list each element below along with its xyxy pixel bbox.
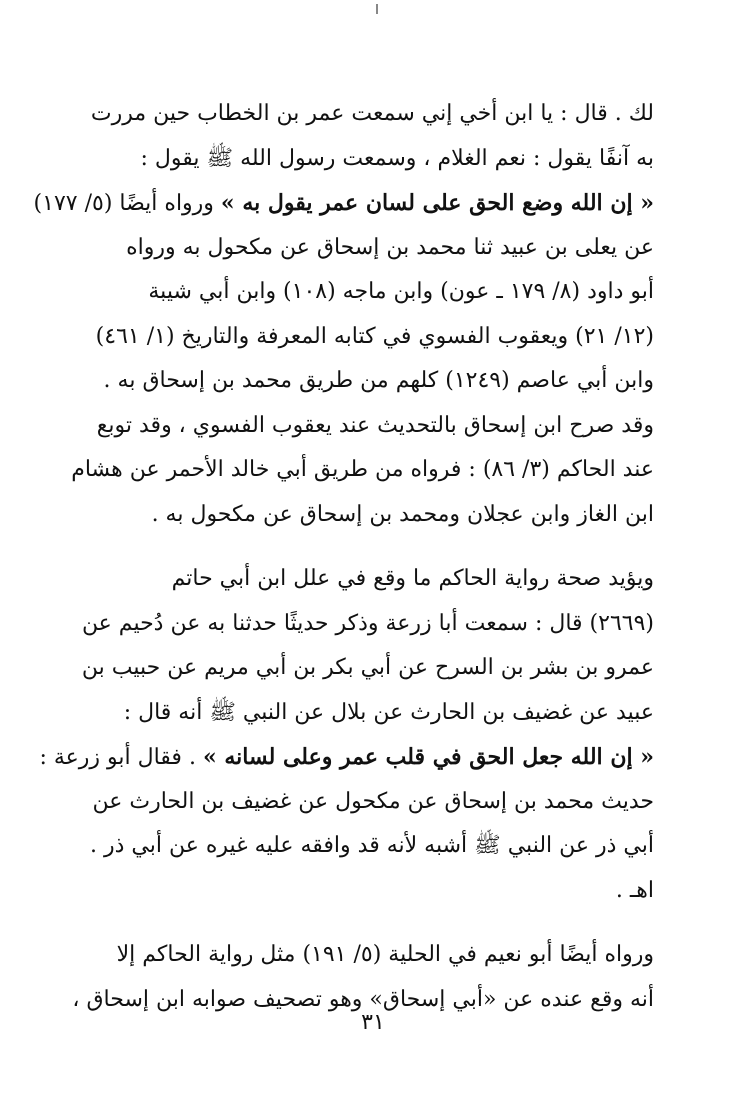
- text-line: وابن أبي عاصم (١٢٤٩) كلهم من طريق محمد بن إسحاق به .: [103, 368, 654, 393]
- text-line: اهـ .: [615, 877, 654, 903]
- top-margin-mark: [376, 4, 378, 14]
- text-line: حديث محمد بن إسحاق عن مكحول عن غضيف بن الحارث عن: [92, 788, 654, 814]
- text-line: [39, 735, 654, 780]
- text-line: عند الحاكم (٣/ ٨٦) : فرواه من طريق أبي خالد الأحمر عن هشام: [71, 457, 654, 482]
- text-line: لك . قال : يا ابن أخي إني سمعت عمر بن الخطاب حين مررت: [90, 101, 654, 126]
- text-line: ابن الغاز وابن عجلان ومحمد بن إسحاق عن مكحول به .: [151, 501, 654, 527]
- text-line: (٢٦٦٩) قال : سمعت أبا زرعة وذكر حديثًا حدثنا به عن دُحيم عن: [81, 610, 654, 636]
- text-line: أبي ذر عن النبي ﷺ أشبه لأنه قد وافقه عليه غيره عن أبي ذر .: [90, 833, 654, 858]
- paragraph-gap: [72, 913, 654, 933]
- text-line: عمرو بن بشر بن السرح عن أبي بكر بن أبي مريم عن حبيب بن: [81, 655, 654, 680]
- text-line: ورواه أيضًا أبو نعيم في الحلية (٥/ ١٩١) مثل رواية الحاكم إلا: [116, 942, 654, 967]
- text-line: أبو داود (٨/ ١٧٩ ـ عون) وابن ماجه (١٠٨) وابن أبي شيبة: [148, 279, 654, 304]
- text-line: أنه وقع عنده عن «أبي إسحاق» وهو تصحيف صوابه ابن إسحاق ،: [72, 986, 654, 1012]
- hadith-quote: « إن الله وضع الحق على لسان عمر يقول به »: [220, 190, 654, 216]
- paragraph: [72, 933, 654, 1022]
- line-continuation: . فقال أبو زرعة :: [39, 745, 203, 770]
- line-continuation: ورواه أيضًا (٥/ ١٧٧): [33, 191, 221, 216]
- paragraph: [39, 557, 654, 913]
- page-body: [33, 92, 654, 1022]
- text-line: (١٢/ ٢١) ويعقوب الفسوي في كتابه المعرفة والتاريخ (١/ ٤٦١): [95, 323, 654, 349]
- text-line: وقد صرح ابن إسحاق بالتحديث عند يعقوب الفسوي ، وقد توبع: [96, 412, 654, 438]
- text-line: عن يعلى بن عبيد ثنا محمد بن إسحاق عن مكحول به ورواه: [126, 234, 654, 260]
- text-line: [33, 181, 654, 226]
- paragraph: [33, 92, 654, 537]
- hadith-quote: « إن الله جعل الحق في قلب عمر وعلى لسانه »: [202, 744, 654, 770]
- text-line: عبيد عن غضيف بن الحارث عن بلال عن النبي ﷺ أنه قال :: [123, 699, 654, 725]
- page-number: ٣١: [361, 1010, 385, 1035]
- text-line: به آنفًا يقول : نعم الغلام ، وسمعت رسول الله ﷺ يقول :: [140, 145, 654, 171]
- text-line: ويؤيد صحة رواية الحاكم ما وقع في علل ابن أبي حاتم: [171, 566, 654, 591]
- paragraph-gap: [72, 537, 654, 557]
